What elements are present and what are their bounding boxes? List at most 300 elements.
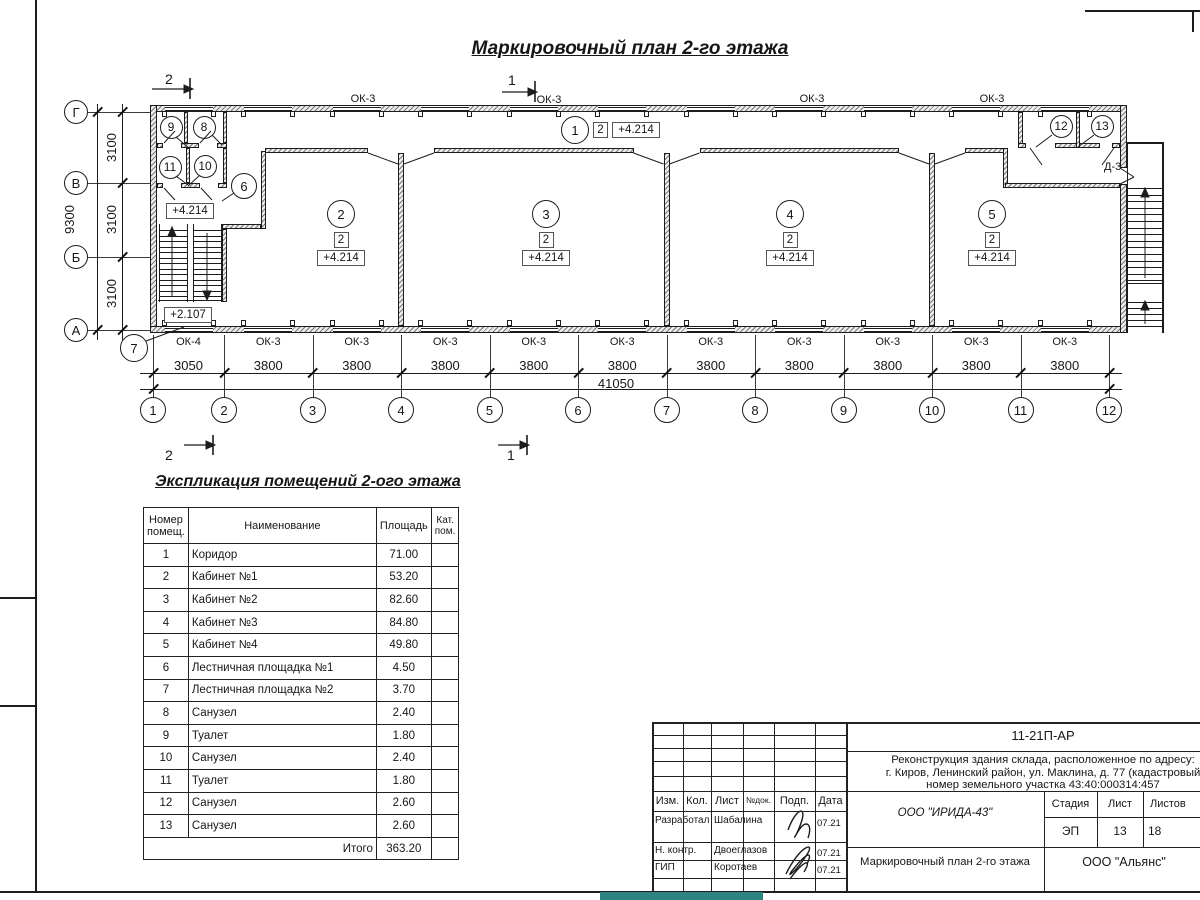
room-area-cell: 1.80 [376,724,431,747]
window-line [952,328,1000,329]
role-name: Коротаев [714,862,758,873]
window-mullion [684,320,689,326]
room-number-cell: 13 [144,815,189,838]
titleblock-line [846,751,1200,752]
room-number-cell: 9 [144,724,189,747]
grid-extension-line [667,335,668,397]
total-dimension: 41050 [597,376,635,391]
role-name: Двоеглазов [714,845,768,856]
room-category-cell [431,747,459,770]
room-area-cell: 2.40 [376,702,431,725]
room-area-cell: 71.00 [376,544,431,567]
wall [157,183,163,188]
contractor-firm: ООО "Альянс" [1082,855,1166,869]
stair-tread [159,258,187,259]
room-area-cell: 49.80 [376,634,431,657]
door-swing [1030,148,1114,165]
stair-tread [1128,302,1162,303]
stair-tread [1128,308,1162,309]
window-line [1041,331,1089,332]
window-line [598,328,646,329]
room-category-cell [431,634,459,657]
room-name-cell: Кабинет №2 [188,589,376,612]
grid-bubble: 7 [654,397,680,423]
room-number-cell: 7 [144,679,189,702]
section-arrowhead [520,441,529,449]
room-type-box: 2 [985,232,1000,248]
window-mullion [1087,320,1092,326]
leader-line [1036,135,1052,147]
window-label: ОК-3 [979,93,1005,105]
room-name-cell: Санузел [188,747,376,770]
stair-edge [159,224,160,302]
room-area-cell: 2.60 [376,815,431,838]
grid-extension-line [401,335,402,397]
titleblock-line [652,878,846,879]
wall [1003,148,1008,188]
window-line [687,107,735,108]
room-name-cell: Туалет [188,724,376,747]
schedule-row [144,679,459,702]
window-line [864,328,912,329]
role-date: 07.21 [817,848,841,859]
room-name-cell: Санузел [188,702,376,725]
wall [1018,143,1026,148]
schedule-total-row [144,837,459,860]
wall [186,148,190,183]
window-mullion [644,320,649,326]
window-label: ОК-3 [521,336,547,348]
wall [398,153,404,326]
room-category-cell [431,566,459,589]
window-mullion [1038,111,1043,117]
window-mullion [949,320,954,326]
role-name: Шабалина [714,815,763,826]
wall [965,148,1005,153]
room-number-bubble: 11 [159,156,182,179]
window-line [165,110,213,111]
bay-dimension: 3800 [1050,358,1080,373]
dimension-line [140,373,1122,374]
total-label-cell: Итого [144,837,377,860]
window-mullion [861,320,866,326]
window-label: ОК-3 [350,93,376,105]
titleblock-line [652,761,846,762]
schedule-row [144,747,459,770]
window-mullion [418,320,423,326]
stair-tread [159,274,187,275]
window-mullion [556,111,561,117]
doc-number: 11-21П-АР [1011,728,1075,743]
schedule-row [144,792,459,815]
grid-bubble: 6 [565,397,591,423]
room-number-bubble: 8 [193,116,216,139]
grid-extension-line [224,335,225,397]
wall [929,153,935,326]
grid-bubble: 12 [1096,397,1122,423]
room-name-cell: Санузел [188,792,376,815]
schedule-row [144,702,459,725]
grid-extension-line [578,335,579,397]
window-label: ОК-4 [176,336,201,348]
window-mullion [211,111,216,117]
window-mullion [821,111,826,117]
stair-tread [1128,280,1162,281]
stair-tread [1128,314,1162,315]
room-number-cell: 11 [144,769,189,792]
titleblock-line [1143,791,1144,847]
window-line [165,107,213,108]
wall [1120,184,1127,333]
stair-edge [193,224,194,302]
grid-bubble: Б [64,245,88,269]
room-number-bubble: 9 [160,116,183,139]
stair-tread [159,285,187,286]
bay-dimension: 3050 [174,358,203,373]
bay-dimension: 3800 [696,358,726,373]
stair-tread [193,296,221,297]
row-dimension: 3100 [104,133,119,162]
room-area-cell: 2.60 [376,792,431,815]
bay-dimension: 3800 [519,358,549,373]
window-line [775,331,823,332]
stair-tread [1128,214,1162,215]
room-number-bubble: 10 [194,155,217,178]
window-line [687,328,735,329]
schedule-row [144,634,459,657]
window-mullion [733,320,738,326]
window-mullion [507,111,512,117]
grid-bubble: 11 [1008,397,1034,423]
window-line [421,331,469,332]
window-mullion [467,111,472,117]
stair-tread [193,258,221,259]
stair-tread [1128,228,1162,229]
window-label: ОК-3 [344,336,370,348]
window-mullion [241,320,246,326]
room-category-cell [431,679,459,702]
grid-bubble: А [64,318,88,342]
role-label: Разработал [655,815,710,826]
window-mullion [595,320,600,326]
wall [1076,112,1080,148]
room-elevation-box: +4.214 [522,250,570,266]
room-name-cell: Кабинет №4 [188,634,376,657]
grid-extension-line [1021,335,1022,397]
grid-bubble: Г [64,100,88,124]
leader-line [222,193,234,201]
section-label: 1 [507,447,515,463]
window-line [510,331,558,332]
wall [664,153,670,326]
room-name-cell: Лестничная площадка №1 [188,656,376,679]
window-label: ОК-3 [255,336,281,348]
stair-tread [1128,195,1162,196]
stair-tread [159,291,187,292]
room-elevation-box: +4.214 [612,122,660,138]
room-number-cell: 6 [144,656,189,679]
window-mullion [772,320,777,326]
room-type-box: 2 [593,122,608,138]
role-label: Н. контр. [655,845,697,856]
stair-tread [193,285,221,286]
stair-tread [159,269,187,270]
room-number-bubble: 7 [120,334,148,362]
room-category-cell [431,769,459,792]
sheet-label: Лист [1108,798,1132,810]
titleblock-line [652,811,846,812]
stair-tread [1128,247,1162,248]
room-number-bubble: 5 [978,200,1006,228]
room-category-cell [431,611,459,634]
titleblock-line [652,748,846,749]
sheets-label: Листов [1150,798,1186,810]
schedule-header: Номер помещ. [144,508,189,544]
room-name-cell: Кабинет №1 [188,566,376,589]
frame-fold-mark [0,597,35,599]
dimension-line [122,104,123,340]
room-number-cell: 10 [144,747,189,770]
stair-tread [193,269,221,270]
window-line [421,328,469,329]
room-type-box: 2 [334,232,349,248]
grid-extension-line [844,335,845,397]
room-area-cell: 84.80 [376,611,431,634]
stair-tread [193,241,221,242]
schedule-header: Кат. пом. [431,508,459,544]
schedule-header: Наименование [188,508,376,544]
room-number-bubble: 13 [1091,115,1114,138]
stair-tread [159,247,187,248]
schedule-table [143,507,459,860]
project-description-line: г. Киров, Ленинский район, ул. Маклина, д. 77 (кадастровый [885,766,1200,779]
stair-tread [159,252,187,253]
window-line [598,110,646,111]
bay-dimension: 3800 [961,358,991,373]
door-label: Д-3 [1104,161,1122,173]
design-company: ООО "ИРИДА-43" [897,807,993,819]
room-number-bubble: 1 [561,116,589,144]
room-elevation-box: +4.214 [317,250,365,266]
schedule-row [144,544,459,567]
wall [261,151,266,229]
window-line [244,110,292,111]
window-label: ОК-3 [698,336,724,348]
schedule-row [144,769,459,792]
revision-header: Изм. [655,795,680,807]
room-number-bubble: 12 [1050,115,1073,138]
room-category-cell [431,702,459,725]
bay-dimension: 3800 [253,358,283,373]
room-number-cell: 12 [144,792,189,815]
window-line [165,328,213,329]
window-line [333,107,381,108]
room-name-cell: Туалет [188,769,376,792]
wall [1005,183,1120,188]
window-line [864,110,912,111]
stair-landing-edge [1127,142,1163,144]
stair-tread [159,236,187,237]
window-line [244,107,292,108]
stair-tread [193,291,221,292]
window-mullion [330,320,335,326]
window-line [952,107,1000,108]
wall [184,112,188,143]
window-line [952,331,1000,332]
stair-tread [193,274,221,275]
window-mullion [241,111,246,117]
window-mullion [467,320,472,326]
stage-label: Стадия [1051,798,1090,810]
section-label: 2 [165,447,173,463]
window-label: ОК-3 [1052,336,1078,348]
stair-tread [1128,274,1162,275]
titleblock-line [652,860,846,861]
wall [222,229,227,302]
titleblock-line [652,735,846,736]
window-mullion [644,111,649,117]
stair-tread [193,230,221,231]
grid-extension-line [932,335,933,397]
grid-bubble: 4 [388,397,414,423]
room-number-cell: 1 [144,544,189,567]
schedule-row [144,656,459,679]
window-mullion [379,111,384,117]
room-number-cell: 8 [144,702,189,725]
stair-tread [1128,221,1162,222]
sheet-value: 13 [1113,824,1127,838]
window-mullion [949,111,954,117]
window-mullion [1087,111,1092,117]
wall [181,143,199,148]
window-mullion [821,320,826,326]
section-arrowhead [206,441,215,449]
window-line [333,331,381,332]
titleblock-line [652,722,1200,724]
stair-edge [221,224,222,302]
row-dimension: 3100 [104,205,119,235]
room-name-cell: Коридор [188,544,376,567]
stair-tread [193,236,221,237]
page-title: Маркировочный план 2-го этажа [471,38,789,59]
wall [223,112,227,143]
room-category-cell [431,724,459,747]
grid-bubble: 2 [211,397,237,423]
schedule-row [144,589,459,612]
revision-header: №док. [746,795,771,805]
stair-elevation-box: +2.107 [164,307,212,323]
wall [222,224,261,229]
signature [788,811,810,838]
bay-dimension: 3800 [607,358,637,373]
stair-tread [1128,241,1162,242]
stage-value: ЭП [1061,824,1080,838]
window-label: ОК-3 [432,336,458,348]
window-line [775,110,823,111]
window-line [244,328,292,329]
wall [700,148,900,153]
room-area-cell: 1.80 [376,769,431,792]
window-mullion [861,111,866,117]
room-category-cell [431,544,459,567]
room-area-cell: 53.20 [376,566,431,589]
frame-top-right-border [1085,10,1200,12]
room-name-cell: Санузел [188,815,376,838]
stair-edge [158,300,222,301]
grid-bubble: 10 [919,397,945,423]
window-line [598,107,646,108]
room-elevation-box: +4.214 [766,250,814,266]
stair-tread [193,252,221,253]
schedule-row [144,724,459,747]
stair-tread [159,263,187,264]
dimension-line [97,104,98,340]
window-mullion [998,320,1003,326]
room-elevation-box: +4.214 [968,250,1016,266]
total-value-cell: 363.20 [376,837,431,860]
room-number-bubble: 3 [532,200,560,228]
stair-tread [159,296,187,297]
stair-tread [193,247,221,248]
room-name-cell: Лестничная площадка №2 [188,679,376,702]
stair-arrowhead [1141,188,1149,197]
stair-landing-edge [1128,283,1162,284]
frame-fold-mark [0,705,35,707]
stair-tread [193,263,221,264]
window-line [421,107,469,108]
grid-bubble: 3 [300,397,326,423]
window-mullion [772,111,777,117]
titleblock-line [846,847,1200,848]
stair-tread [159,241,187,242]
room-number-bubble: 4 [776,200,804,228]
stair-tread [159,230,187,231]
wall [150,105,157,333]
schedule-header: Площадь [376,508,431,544]
stair-tread [1128,261,1162,262]
section-label: 2 [165,71,173,87]
window-mullion [507,320,512,326]
window-mullion [910,111,915,117]
role-date: 07.21 [817,818,841,829]
window-line [952,110,1000,111]
window-line [598,331,646,332]
window-mullion [733,111,738,117]
window-line [775,328,823,329]
grid-extension-line [313,335,314,397]
frame-left-border [35,0,37,891]
wall [218,183,227,188]
window-line [510,107,558,108]
stair-tread [1128,208,1162,209]
window-mullion [330,111,335,117]
stair-tread [1128,234,1162,235]
wall [157,143,163,148]
window-line [244,331,292,332]
room-area-cell: 82.60 [376,589,431,612]
revision-header: Лист [715,795,739,807]
bay-dimension: 3800 [430,358,460,373]
window-line [687,331,735,332]
schedule-row [144,566,459,589]
window-line [864,331,912,332]
row-dimension: 3100 [104,279,119,308]
window-mullion [556,320,561,326]
bay-dimension: 3800 [873,358,903,373]
window-label: ОК-3 [799,93,825,105]
stair-tread [1128,201,1162,202]
wall [1112,143,1120,148]
